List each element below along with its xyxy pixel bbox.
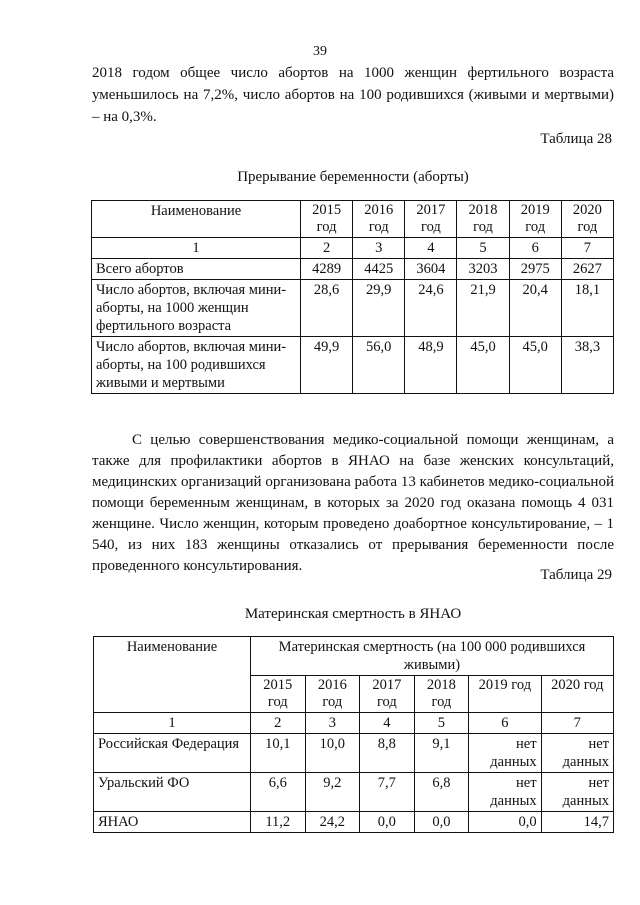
row-name-cell: Российская Федерация (94, 734, 251, 773)
table-row (94, 734, 614, 773)
middle-paragraph: С целью совершенствования медико-социальной помощи женщинам, а также для профилактики абортов в ЯНАО на базе женских консультаций, медицинских организаций организована работа 13 кабинетов медико-социальной помощи беременным женщинам, в которых за 2020 год оказана помощь 4 031 женщине. Число женщин, которым проведено доабортное консультирование, – 1 540, из них 183 женщины отказались от прерывания беременности после проведенного консультирования. (92, 432, 614, 574)
value-cell: 56,0 (353, 337, 405, 394)
table28-label: Таблица 28 (540, 131, 612, 147)
value-cell: нет данных (541, 773, 613, 812)
column-number-cell: 4 (360, 713, 415, 734)
table29-label: Таблица 29 (540, 567, 612, 583)
column-number-cell: 6 (469, 713, 541, 734)
header-year-cell: 2016 год (353, 201, 405, 238)
header-year-cell: 2018 год (457, 201, 509, 238)
header-year-cell: 2015 год (251, 676, 306, 713)
value-cell: 4425 (353, 259, 405, 280)
value-cell: нет данных (469, 734, 541, 773)
column-number-cell: 1 (92, 238, 301, 259)
column-number-row (92, 238, 614, 259)
column-number-cell: 1 (94, 713, 251, 734)
column-number-cell: 5 (414, 713, 469, 734)
row-name-cell: ЯНАО (94, 812, 251, 833)
value-cell: 4289 (301, 259, 353, 280)
column-number-cell: 3 (305, 713, 360, 734)
value-cell: 14,7 (541, 812, 613, 833)
value-cell: 24,2 (305, 812, 360, 833)
table-row (92, 337, 614, 394)
value-cell: 0,0 (414, 812, 469, 833)
header-year-cell: 2020 год (561, 201, 613, 238)
value-cell: 38,3 (561, 337, 613, 394)
column-number-cell: 6 (509, 238, 561, 259)
header-year-cell: 2019 год (469, 676, 541, 713)
header-year-cell: 2019 год (509, 201, 561, 238)
row-name-cell: Число абортов, включая мини-аборты, на 100 родившихся живыми и мертвыми (92, 337, 301, 394)
table-header-row (92, 201, 614, 238)
value-cell: 10,1 (251, 734, 306, 773)
value-cell: 48,9 (405, 337, 457, 394)
value-cell: 3203 (457, 259, 509, 280)
value-cell: 8,8 (360, 734, 415, 773)
value-cell: 28,6 (301, 280, 353, 337)
value-cell: 45,0 (509, 337, 561, 394)
row-name-cell: Число абортов, включая мини-аборты, на 1000 женщин фертильного возраста (92, 280, 301, 337)
column-number-cell: 3 (353, 238, 405, 259)
header-name-cell: Наименование (94, 637, 251, 713)
value-cell: 0,0 (469, 812, 541, 833)
row-name-cell: Всего абортов (92, 259, 301, 280)
value-cell: нет данных (541, 734, 613, 773)
maternal-mortality-table (93, 636, 614, 833)
value-cell: 20,4 (509, 280, 561, 337)
intro-paragraph: 2018 годом общее число абортов на 1000 женщин фертильного возраста уменьшилось на 7,2%, число абортов на 100 родившихся (живыми и мертвыми) – на 0,3%. (92, 65, 614, 125)
value-cell: 49,9 (301, 337, 353, 394)
value-cell: 3604 (405, 259, 457, 280)
page-number: 39 (313, 44, 327, 59)
header-year-cell: 2018 год (414, 676, 469, 713)
value-cell: 2975 (509, 259, 561, 280)
table-row (94, 773, 614, 812)
header-year-cell: 2017 год (360, 676, 415, 713)
table-header-row (94, 637, 614, 676)
value-cell: 6,8 (414, 773, 469, 812)
table-row (92, 259, 614, 280)
table-row (94, 812, 614, 833)
value-cell: 29,9 (353, 280, 405, 337)
column-number-cell: 7 (541, 713, 613, 734)
row-name-cell: Уральский ФО (94, 773, 251, 812)
value-cell: 2627 (561, 259, 613, 280)
value-cell: 24,6 (405, 280, 457, 337)
header-year-cell: 2015 год (301, 201, 353, 238)
value-cell: 0,0 (360, 812, 415, 833)
value-cell: 18,1 (561, 280, 613, 337)
value-cell: 9,1 (414, 734, 469, 773)
column-number-row (94, 713, 614, 734)
column-number-cell: 4 (405, 238, 457, 259)
value-cell: 11,2 (251, 812, 306, 833)
table-row (92, 280, 614, 337)
header-year-cell: 2017 год (405, 201, 457, 238)
abortion-table (91, 200, 614, 394)
header-year-cell: 2016 год (305, 676, 360, 713)
value-cell: 21,9 (457, 280, 509, 337)
header-year-cell: 2020 год (541, 676, 613, 713)
column-number-cell: 5 (457, 238, 509, 259)
value-cell: 45,0 (457, 337, 509, 394)
value-cell: 9,2 (305, 773, 360, 812)
value-cell: нет данных (469, 773, 541, 812)
table28-title: Прерывание беременности (аборты) (237, 169, 469, 185)
value-cell: 7,7 (360, 773, 415, 812)
table29-title: Материнская смертность в ЯНАО (244, 606, 462, 622)
header-name-cell: Наименование (92, 201, 301, 238)
value-cell: 10,0 (305, 734, 360, 773)
value-cell: 6,6 (251, 773, 306, 812)
column-number-cell: 2 (301, 238, 353, 259)
column-number-cell: 7 (561, 238, 613, 259)
column-number-cell: 2 (251, 713, 306, 734)
group-header-cell: Материнская смертность (на 100 000 родившихся живыми) (251, 637, 614, 676)
